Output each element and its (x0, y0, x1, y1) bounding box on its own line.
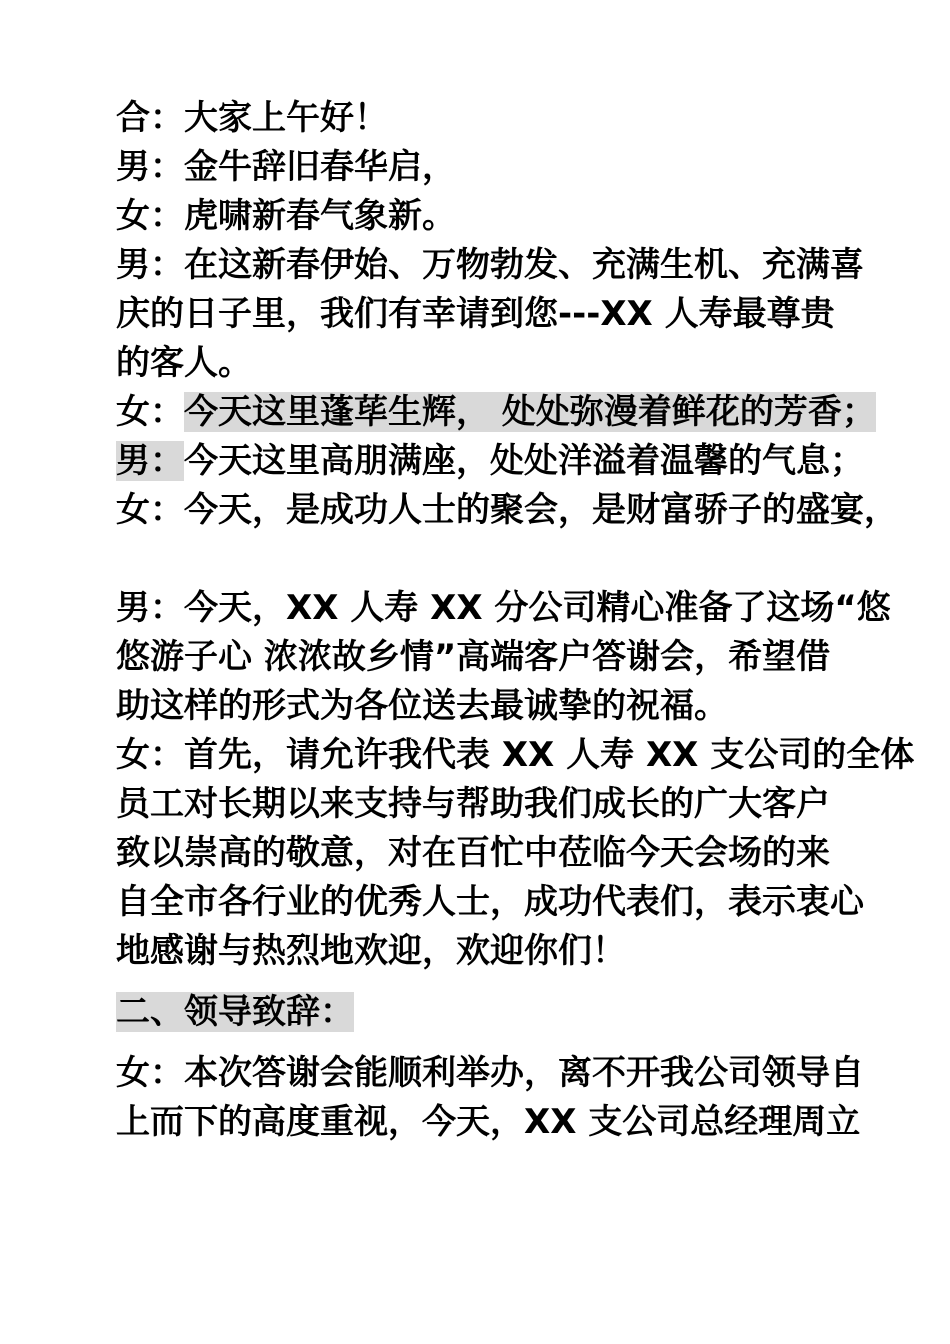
script-text: 今天这里高朋满座，处处洋溢着温馨的气息； (184, 441, 864, 481)
document-body (116, 94, 915, 1147)
script-line: 女：虎啸新春气象新。 (116, 196, 456, 236)
section-title: 二、领导致辞： (116, 992, 354, 1032)
blank-line (116, 1037, 876, 1049)
script-line: 庆的日子里，我们有幸请到您---XX 人寿最尊贵 (116, 294, 835, 334)
script-line: 女：首先，请允许我代表 XX 人寿 XX 支公司的全体 (116, 735, 915, 775)
script-line: 地感谢与热烈地欢迎，欢迎你们！ (116, 931, 626, 971)
script-line: 悠游子心 浓浓故乡情”高端客户答谢会，希望借 (116, 637, 831, 677)
script-line: 的客人。 (116, 343, 252, 383)
script-line: 男：今天，XX 人寿 XX 分公司精心准备了这场“悠 (116, 588, 891, 628)
highlighted-text: 今天这里蓬荜生辉， 处处弥漫着鲜花的芳香； (184, 392, 876, 432)
script-line: 男：金牛辞旧春华启， (116, 147, 456, 187)
script-line: 女：本次答谢会能顺利举办，离不开我公司领导自 (116, 1053, 864, 1093)
script-line: 助这样的形式为各位送去最诚挚的祝福。 (116, 686, 728, 726)
script-line: 男：在这新春伊始、万物勃发、充满生机、充满喜 (116, 245, 864, 285)
speaker-label: 女： (116, 392, 184, 432)
blank-line (116, 976, 876, 988)
script-line: 合：大家上午好！ (116, 98, 388, 138)
script-line: 自全市各行业的优秀人士，成功代表们，表示衷心 (116, 882, 864, 922)
script-line-highlighted (116, 388, 876, 437)
script-line: 员工对长期以来支持与帮助我们成长的广大客户 (116, 784, 830, 824)
script-line-highlighted (116, 437, 876, 486)
script-line: 致以崇高的敬意，对在百忙中莅临今天会场的来 (116, 833, 830, 873)
highlighted-speaker-label: 男： (116, 441, 184, 481)
script-line: 女：今天，是成功人士的聚会，是财富骄子的盛宴， (116, 490, 898, 530)
section-heading (116, 988, 876, 1037)
script-line: 上而下的高度重视，今天，XX 支公司总经理周立 (116, 1102, 861, 1142)
blank-line (116, 535, 876, 584)
